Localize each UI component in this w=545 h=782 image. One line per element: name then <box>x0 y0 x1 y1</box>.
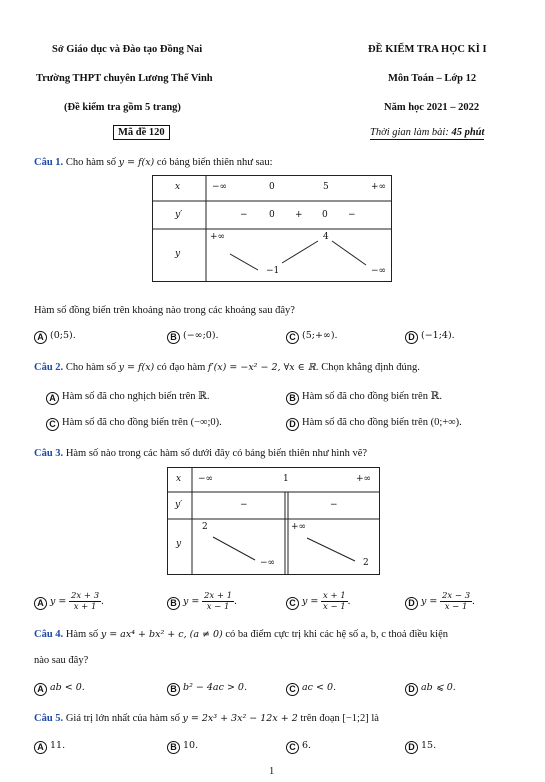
option-letter: B <box>167 683 180 696</box>
question-5-text-pre: Giá trị lớn nhất của hàm số <box>65 713 180 724</box>
option-letter: C <box>46 418 59 431</box>
q1-x-val: 5 <box>323 182 329 192</box>
q3-yprime-sign: − <box>330 500 338 510</box>
option-letter: B <box>167 741 180 754</box>
q1-row-y: y <box>175 249 181 259</box>
question-5 <box>34 713 379 724</box>
option-text: Hàm số đã cho đồng biến trên (−∞;0). <box>62 417 222 428</box>
question-1-label: Câu 1. <box>34 157 64 168</box>
q3-option-a[interactable]: A y = $\frac{2x + 3}{x + 1}$ . <box>34 591 104 612</box>
q1-x-val: +∞ <box>371 182 387 192</box>
option-letter: A <box>34 683 47 696</box>
question-2-text-pre: Cho hàm số <box>65 362 116 373</box>
q1-x-val: 0 <box>269 182 275 192</box>
q3-option-d[interactable]: D y = $\frac{2x - 3}{x - 1}$ . <box>405 591 475 612</box>
option-letter: C <box>286 741 299 754</box>
q1-row-x: x <box>175 182 181 192</box>
q2-option-b[interactable] <box>286 390 442 405</box>
q3-y-val: −∞ <box>260 558 276 568</box>
question-3-label: Câu 3. <box>34 448 64 459</box>
question-4 <box>34 629 448 640</box>
exam-code: Mã đề 120 <box>113 125 170 140</box>
q4-option-d[interactable] <box>405 682 456 696</box>
q1-option-b[interactable] <box>167 330 219 344</box>
option-text: ab ⩽ 0. <box>421 682 456 693</box>
fraction-numerator: 2x − 3 <box>441 591 471 601</box>
q4-option-b[interactable] <box>167 682 247 696</box>
q5-option-a[interactable] <box>34 740 65 754</box>
fraction-denominator: x − 1 <box>206 602 230 612</box>
q3-row-x: x <box>176 474 182 484</box>
option-text: 15. <box>421 740 437 751</box>
q3-y-val: +∞ <box>291 522 307 532</box>
q3-y-val: 2 <box>363 558 369 568</box>
option-text: (5;+∞). <box>302 330 338 341</box>
question-1-prompt: Hàm số đồng biến trên khoảng nào trong các khoảng sau đây? <box>34 305 295 316</box>
option-lhs: y = <box>50 595 67 607</box>
option-fraction <box>440 591 472 612</box>
question-3-text: Hàm số nào trong các hàm số dưới đây có bảng biến thiên như hình vẽ? <box>65 448 368 459</box>
option-text: ac < 0. <box>302 682 337 693</box>
fraction-denominator: x + 1 <box>73 602 97 612</box>
question-4-func: y = ax⁴ + bx² + c, (a ≠ 0) <box>100 629 223 640</box>
option-text: b² − 4ac > 0. <box>183 682 247 693</box>
question-3 <box>34 448 367 459</box>
option-lhs: y = <box>302 595 319 607</box>
question-4-text-post: có ba điểm cực trị khi các hệ số a, b, c thoả điều kiện <box>225 629 448 640</box>
option-letter: D <box>405 741 418 754</box>
q1-x-val: −∞ <box>212 182 228 192</box>
option-text: ab < 0. <box>50 682 85 693</box>
option-text: (−∞;0). <box>183 330 219 341</box>
option-fraction <box>202 591 234 612</box>
question-2-text-mid: có đạo hàm <box>156 362 206 373</box>
q3-variation-table <box>167 467 380 575</box>
q1-variation-table <box>152 175 392 282</box>
question-5-label: Câu 5. <box>34 713 64 724</box>
fraction-denominator: x − 1 <box>322 602 346 612</box>
q5-option-c[interactable] <box>286 740 311 754</box>
fraction-numerator: 2x + 3 <box>70 591 100 601</box>
q1-yprime-sign: − <box>348 210 356 220</box>
option-letter: B <box>286 392 299 405</box>
question-2 <box>34 362 420 373</box>
question-2-text-post: Chọn khẳng định đúng. <box>321 362 420 373</box>
fraction-numerator: 2x + 1 <box>203 591 233 601</box>
option-text: 10. <box>183 740 199 751</box>
q3-yprime-sign: − <box>240 500 248 510</box>
option-letter: B <box>167 331 180 344</box>
time-label: Thời gian làm bài: <box>370 127 449 138</box>
option-text: Hàm số đã cho nghịch biến trên ℝ. <box>62 391 210 402</box>
question-2-label: Câu 2. <box>34 362 64 373</box>
q4-option-a[interactable] <box>34 682 85 696</box>
option-text: 11. <box>50 740 66 751</box>
question-1-text-pre: Cho hàm số <box>65 157 116 168</box>
subject: Môn Toán – Lớp 12 <box>388 73 477 84</box>
school-name: Trường THPT chuyên Lương Thế Vinh <box>36 73 213 84</box>
option-letter: D <box>405 683 418 696</box>
question-4-text-pre: Hàm số <box>65 629 99 640</box>
question-5-text-post: trên đoạn [−1;2] là <box>300 713 379 724</box>
option-letter: D <box>286 418 299 431</box>
q1-yprime-sign: 0 <box>269 210 275 220</box>
q2-option-d[interactable] <box>286 417 462 431</box>
page-number: 1 <box>269 766 275 777</box>
q3-row-y: y <box>176 539 182 549</box>
q5-option-b[interactable] <box>167 740 198 754</box>
option-letter: C <box>286 683 299 696</box>
q1-yprime-sign: 0 <box>322 210 328 220</box>
option-text: (−1;4). <box>421 330 455 341</box>
q3-option-b[interactable]: B y = $\frac{2x + 1}{x - 1}$ . <box>167 591 237 612</box>
question-5-func: y = 2x³ + 3x² − 12x + 2 <box>182 713 298 724</box>
option-letter: A <box>34 331 47 344</box>
q1-row-yprime: y′ <box>175 210 183 220</box>
q3-x-val: +∞ <box>356 474 372 484</box>
q1-option-c[interactable] <box>286 330 338 344</box>
option-fraction <box>321 591 348 612</box>
option-lhs: y = <box>421 595 438 607</box>
option-text: Hàm số đã cho đồng biến trên (0;+∞). <box>302 417 462 428</box>
question-2-func: y = f(x) <box>118 362 155 373</box>
pages-note: (Đề kiểm tra gồm 5 trang) <box>64 102 181 113</box>
time-limit <box>370 127 484 140</box>
dept-name: Sở Giáo dục và Đào tạo Đồng Nai <box>52 44 203 55</box>
question-2-deriv: f′(x) = −x² − 2, ∀x ∈ ℝ. <box>207 362 319 373</box>
option-letter: D <box>405 331 418 344</box>
option-text: (0;5). <box>50 330 76 341</box>
q2-option-c[interactable] <box>46 417 222 431</box>
q2-option-a[interactable] <box>46 390 210 405</box>
fraction-denominator: x − 1 <box>444 602 468 612</box>
question-4-label: Câu 4. <box>34 629 64 640</box>
exam-title: ĐỀ KIỂM TRA HỌC KÌ I <box>368 44 487 55</box>
q1-y-val: −1 <box>266 266 280 276</box>
q3-option-c[interactable]: C y = $\frac{x + 1}{x - 1}$ . <box>286 591 350 612</box>
q3-x-val: 1 <box>283 474 289 484</box>
option-fraction <box>69 591 101 612</box>
q4-option-c[interactable] <box>286 682 336 696</box>
option-letter: C <box>286 597 299 610</box>
option-lhs: y = <box>183 595 200 607</box>
q1-y-val: +∞ <box>210 232 226 242</box>
q1-option-a[interactable] <box>34 330 76 344</box>
q3-y-val: 2 <box>202 522 208 532</box>
question-1-text-post: có bảng biến thiên như sau: <box>156 157 273 168</box>
option-letter: A <box>34 597 47 610</box>
q1-y-val: 4 <box>323 232 329 242</box>
question-1 <box>34 157 273 168</box>
q5-option-d[interactable] <box>405 740 436 754</box>
school-year: Năm học 2021 – 2022 <box>384 102 480 113</box>
option-letter: D <box>405 597 418 610</box>
q1-yprime-sign: + <box>295 210 303 220</box>
q1-y-val: −∞ <box>371 266 387 276</box>
time-value: 45 phút <box>451 127 485 138</box>
q1-option-d[interactable] <box>405 330 455 344</box>
option-text: Hàm số đã cho đồng biến trên ℝ. <box>302 391 442 402</box>
option-letter: A <box>34 741 47 754</box>
fraction-numerator: x + 1 <box>322 591 346 601</box>
q3-x-val: −∞ <box>198 474 214 484</box>
q3-row-yprime: y′ <box>175 500 183 510</box>
q1-yprime-sign: − <box>240 210 248 220</box>
question-1-func: y = f(x) <box>118 157 155 168</box>
question-4-line2: nào sau đây? <box>34 655 89 666</box>
option-letter: A <box>46 392 59 405</box>
option-text: 6. <box>302 740 312 751</box>
option-letter: C <box>286 331 299 344</box>
option-letter: B <box>167 597 180 610</box>
